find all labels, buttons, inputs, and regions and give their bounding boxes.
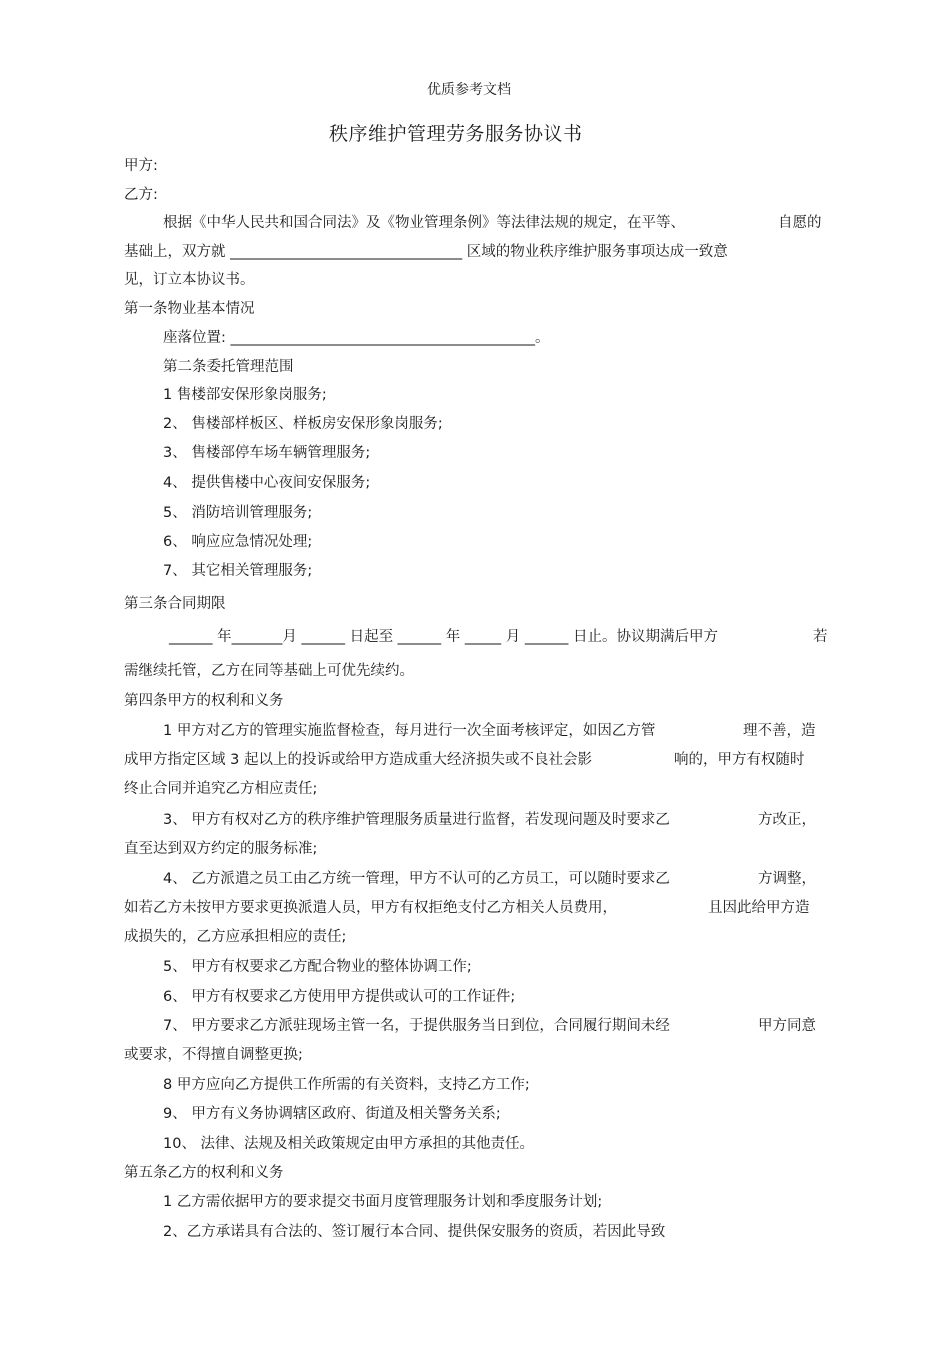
paragraph-text: 1 甲方对乙方的管理实施监督检查，每月进行一次全面考核评定，如因乙方管 xyxy=(163,723,656,739)
paragraph-text: 基础上，双方就 ________________________________ 区域的物业秩序维护服务事项达成一致意 xyxy=(124,244,728,260)
list-item: 6、 响应应急情况处理; xyxy=(163,534,313,550)
section-heading: 第一条物业基本情况 xyxy=(124,301,255,317)
paragraph-text: 成甲方指定区域 3 起以上的投诉或给甲方造成重大经济损失或不良社会影 xyxy=(124,752,592,768)
list-item: 3、 售楼部停车场车辆管理服务; xyxy=(163,445,371,461)
paragraph-text: 甲方同意 xyxy=(758,1018,816,1034)
party-b-line: 乙方: xyxy=(124,187,158,203)
document-title: 秩序维护管理劳务服务协议书 xyxy=(329,123,583,145)
paragraph-text: 如若乙方未按甲方要求更换派遣人员，甲方有权拒绝支付乙方相关人员费用， xyxy=(124,900,617,916)
paragraph-text: 方改正， xyxy=(758,812,816,828)
paragraph-text: 2、乙方承诺具有合法的、签订履行本合同、提供保安服务的资质，若因此导致 xyxy=(163,1224,666,1240)
paragraph-text: 若 xyxy=(813,629,828,645)
list-item: 5、 消防培训管理服务; xyxy=(163,505,313,521)
paragraph-text: 5、 甲方有权要求乙方配合物业的整体协调工作; xyxy=(163,959,472,975)
paragraph-text: 根据《中华人民共和国合同法》及《物业管理条例》等法律法规的规定，在平等、 xyxy=(163,215,685,231)
paragraph-text: 或要求，不得擅自调整更换; xyxy=(124,1047,303,1063)
paragraph-text: 理不善，造 xyxy=(743,723,816,739)
section-heading: 第五条乙方的权利和义务 xyxy=(124,1165,284,1181)
paragraph-text: 1 乙方需依据甲方的要求提交书面月度管理服务计划和季度服务计划; xyxy=(163,1194,603,1210)
list-item: 4、 提供售楼中心夜间安保服务; xyxy=(163,475,371,491)
paragraph-text: 座落位置: __________________________________________。 xyxy=(163,330,550,346)
paragraph-text: 自愿的 xyxy=(778,215,822,231)
paragraph-text: 响的，甲方有权随时 xyxy=(674,752,805,768)
paragraph-text: 且因此给甲方造 xyxy=(708,900,810,916)
paragraph-text: 终止合同并追究乙方相应责任; xyxy=(124,781,318,797)
paragraph-text: 7、 甲方要求乙方派驻现场主管一名，于提供服务当日到位，合同履行期间未经 xyxy=(163,1018,670,1034)
party-a-line: 甲方: xyxy=(124,158,158,174)
section-heading: 第三条合同期限 xyxy=(124,596,226,612)
paragraph-text: 成损失的，乙方应承担相应的责任; xyxy=(124,929,347,945)
list-item: 1 售楼部安保形象岗服务; xyxy=(163,387,327,403)
paragraph-text: 6、 甲方有权要求乙方使用甲方提供或认可的工作证件; xyxy=(163,989,516,1005)
paragraph-text: 直至达到双方约定的服务标准; xyxy=(124,841,318,857)
paragraph-text: ______ 年_______月 ______ 日起至 ______ 年 _____ 月 ______ 日止。协议期满后甲方 xyxy=(169,629,718,645)
list-item: 7、 其它相关管理服务; xyxy=(163,563,313,579)
section-heading: 第四条甲方的权利和义务 xyxy=(124,693,284,709)
paragraph-text: 见，订立本协议书。 xyxy=(124,272,255,288)
paragraph-text: 需继续托管，乙方在同等基础上可优先续约。 xyxy=(124,663,414,679)
paragraph-text: 3、 甲方有权对乙方的秩序维护管理服务质量进行监督，若发现问题及时要求乙 xyxy=(163,812,670,828)
page-header: 优质参考文档 xyxy=(427,82,511,98)
section-heading: 第二条委托管理范围 xyxy=(163,359,294,375)
paragraph-text: 8 甲方应向乙方提供工作所需的有关资料，支持乙方工作; xyxy=(163,1077,530,1093)
paragraph-text: 4、 乙方派遣之员工由乙方统一管理，甲方不认可的乙方员工，可以随时要求乙 xyxy=(163,871,670,887)
paragraph-text: 方调整， xyxy=(758,871,816,887)
list-item: 2、 售楼部样板区、样板房安保形象岗服务; xyxy=(163,416,443,432)
paragraph-text: 9、 甲方有义务协调辖区政府、街道及相关警务关系; xyxy=(163,1106,501,1122)
paragraph-text: 10、 法律、法规及相关政策规定由甲方承担的其他责任。 xyxy=(163,1136,535,1152)
